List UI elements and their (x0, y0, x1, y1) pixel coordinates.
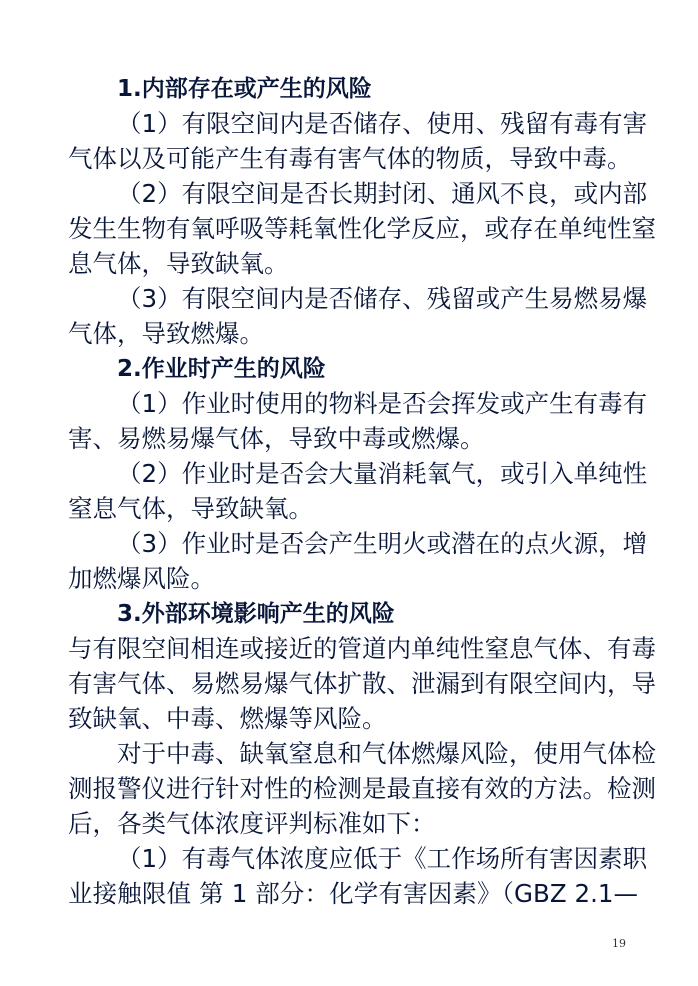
paragraph-line: 与有限空间相连或接近的管道内单纯性窒息气体、有毒 (68, 634, 656, 663)
paragraph-line: 害、易燃易爆气体，导致中毒或燃爆。 (68, 424, 485, 453)
paragraph-line: （3）作业时是否会产生明火或潜在的点火源，增 (117, 529, 648, 558)
paragraph-line: （1）有毒气体浓度应低于《工作场所有害因素职 (117, 844, 648, 873)
paragraph-line: （1）有限空间内是否储存、使用、残留有毒有害 (117, 109, 648, 138)
paragraph-line: （2）作业时是否会大量消耗氧气，或引入单纯性 (117, 459, 648, 488)
paragraph-line: 窒息气体，导致缺氧。 (68, 494, 313, 523)
paragraph-line: 发生生物有氧呼吸等耗氧性化学反应，或存在单纯性窒 (68, 214, 656, 243)
section-2-heading: 2.作业时产生的风险 (117, 356, 326, 382)
paragraph-line: 有害气体、易燃易爆气体扩散、泄漏到有限空间内，导 (68, 669, 656, 698)
page-number: 19 (612, 937, 626, 950)
paragraph-line: 测报警仪进行针对性的检测是最直接有效的方法。检测 (68, 774, 656, 803)
paragraph-line: （3）有限空间内是否储存、残留或产生易燃易爆 (117, 284, 648, 313)
paragraph-line: 气体，导致燃爆。 (68, 319, 264, 348)
section-3-heading: 3.外部环境影响产生的风险 (117, 601, 395, 627)
paragraph-line: 后，各类气体浓度评判标准如下： (68, 809, 436, 838)
paragraph-line: 业接触限值 第 1 部分：化学有害因素》（GBZ 2.1— (68, 879, 638, 908)
paragraph-line: 致缺氧、中毒、燃爆等风险。 (68, 704, 387, 733)
paragraph-line: （2）有限空间是否长期封闭、通风不良，或内部 (117, 179, 648, 208)
paragraph-line: 对于中毒、缺氧窒息和气体燃爆风险，使用气体检 (117, 739, 656, 768)
paragraph-line: 息气体，导致缺氧。 (68, 249, 289, 278)
paragraph-line: 加燃爆风险。 (68, 564, 215, 593)
paragraph-line: 气体以及可能产生有毒有害气体的物质，导致中毒。 (68, 144, 632, 173)
paragraph-line: （1）作业时使用的物料是否会挥发或产生有毒有 (117, 389, 648, 418)
section-1-heading: 1.内部存在或产生的风险 (117, 76, 372, 102)
